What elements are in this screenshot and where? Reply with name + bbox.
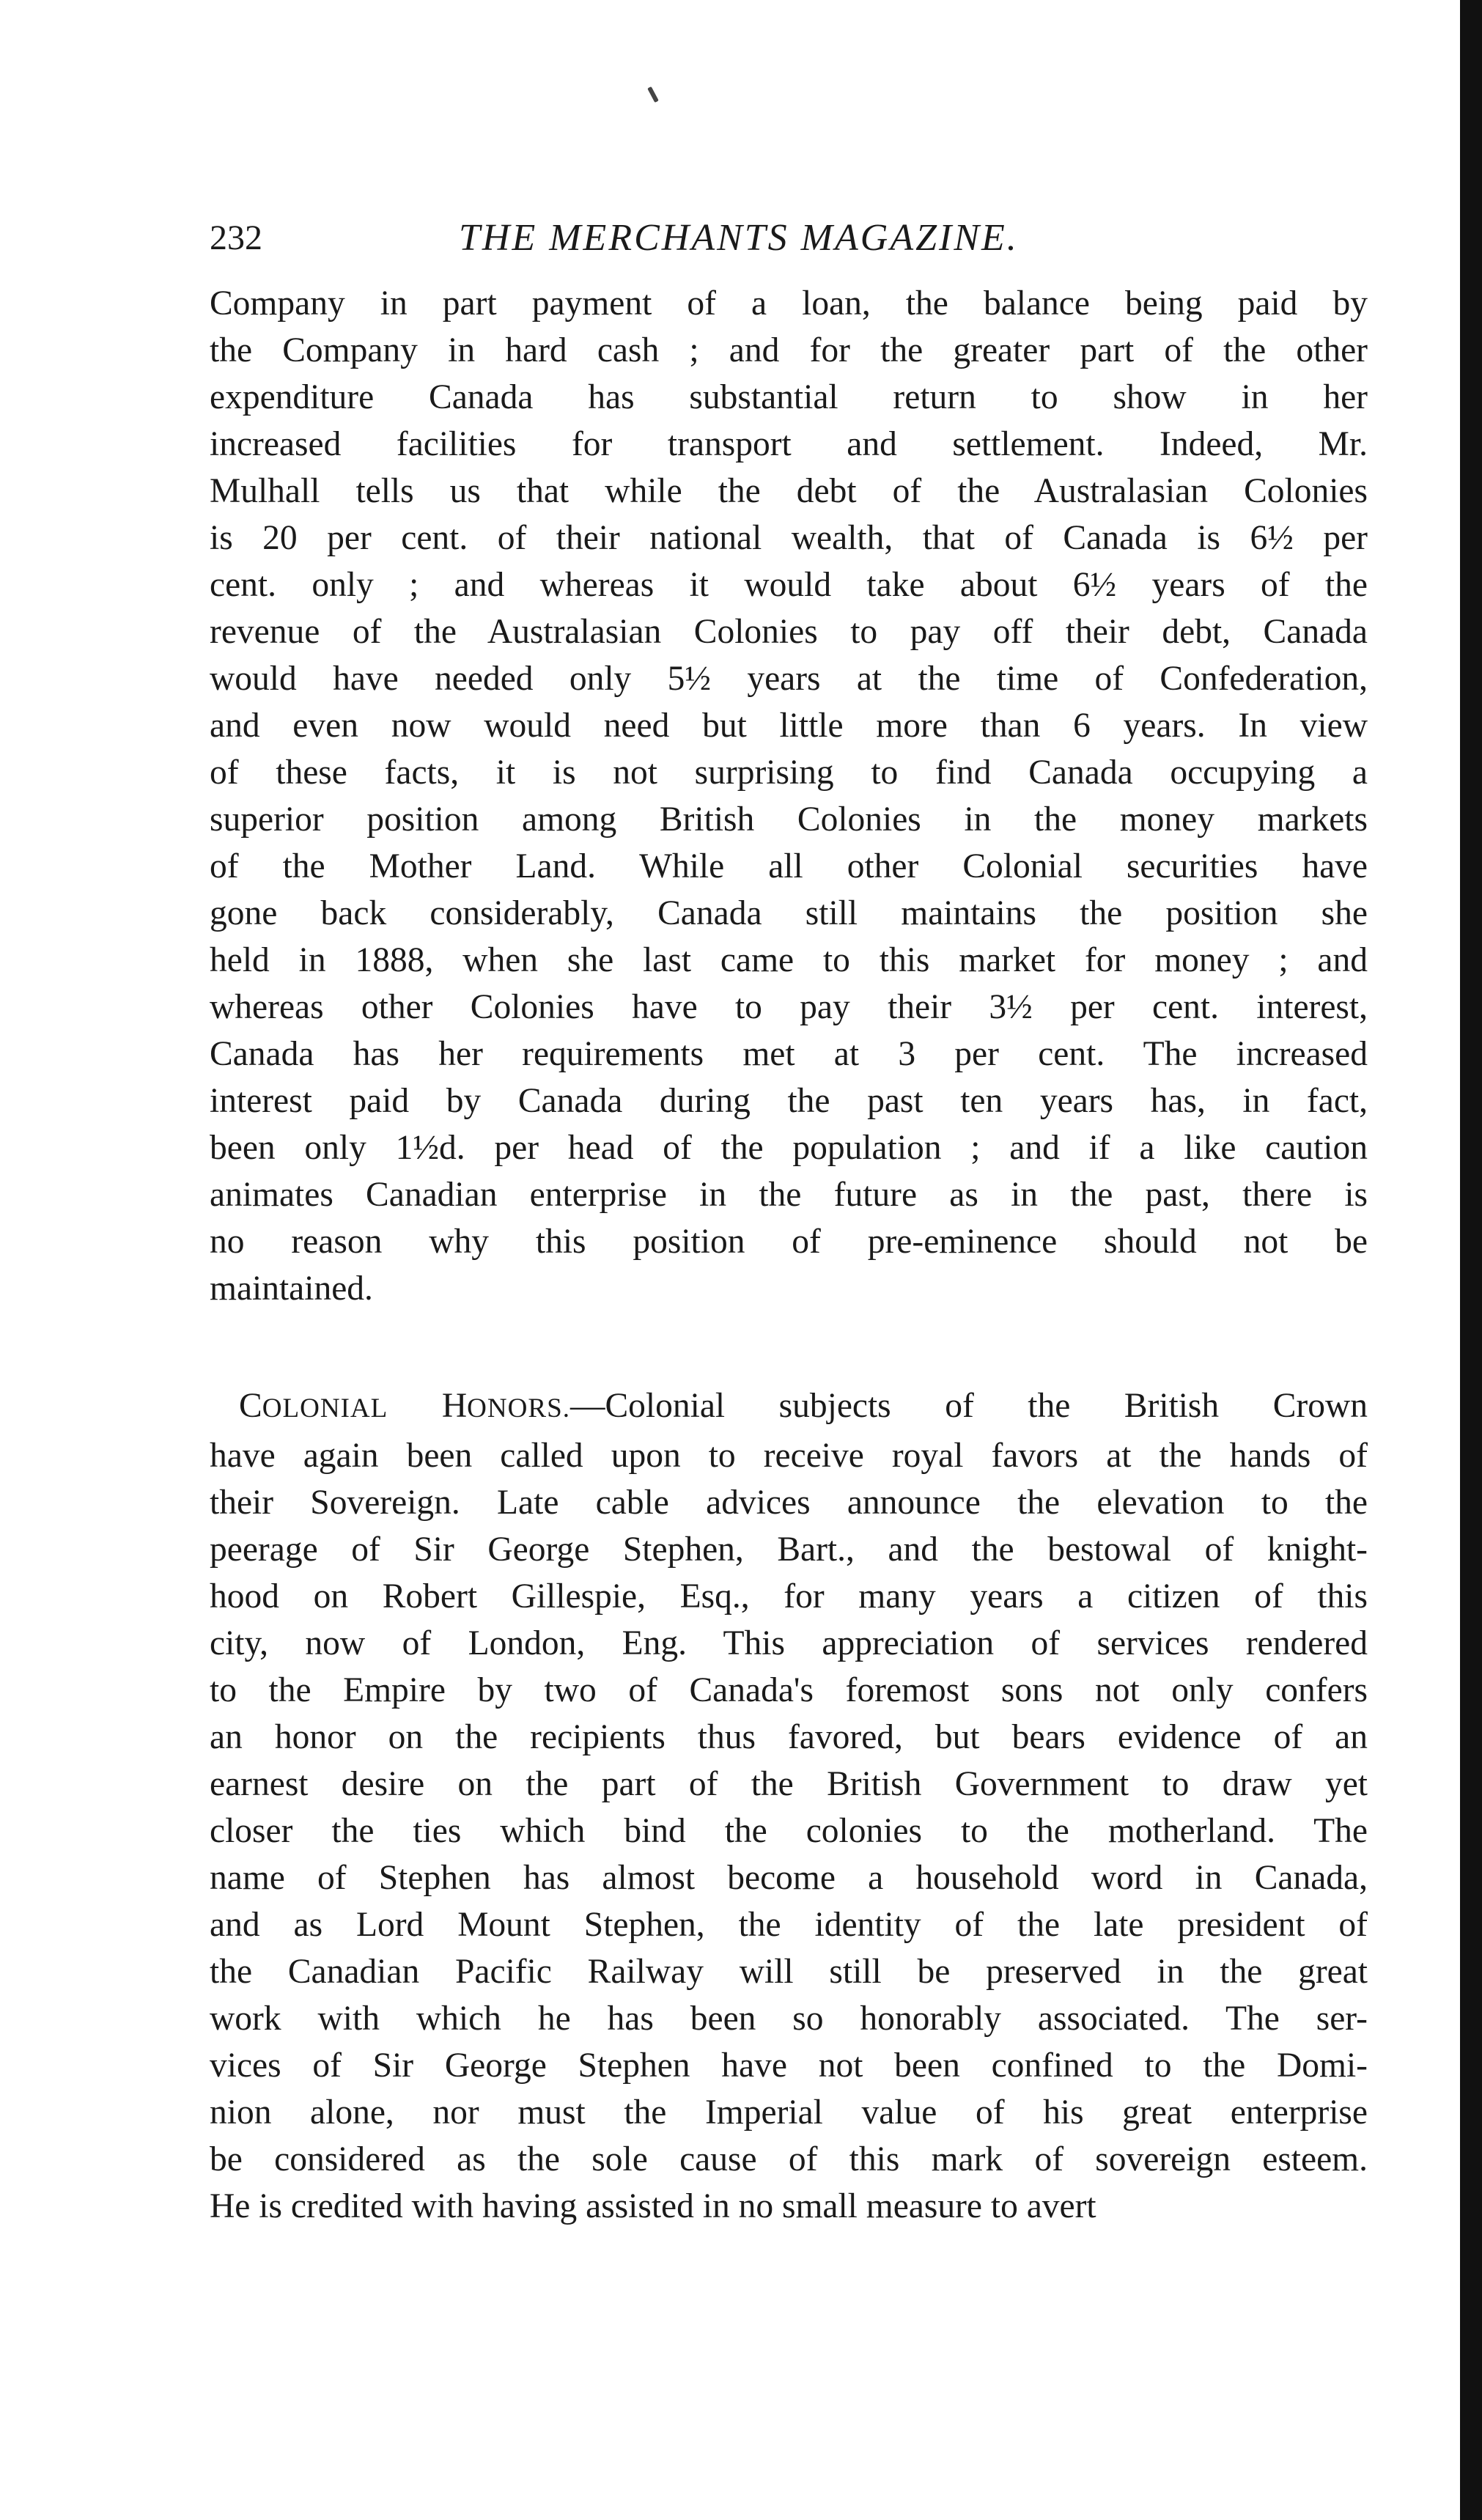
heading-initial-c: C — [239, 1387, 262, 1425]
text-line: maintained. — [210, 1270, 373, 1308]
running-title: THE MERCHANTS MAGAZINE. — [459, 217, 1019, 259]
text-line: expenditure Canada has substantial return to show in her — [210, 378, 1368, 416]
text-line: Canada has her requirements met at 3 per cent. The increased — [210, 1035, 1368, 1073]
text-line: have again been called upon to receive royal favors at the hands of — [210, 1437, 1368, 1475]
text-line: peerage of Sir George Stephen, Bart., and the bestowal of knight- — [210, 1530, 1368, 1569]
page-edge-shadow — [1460, 0, 1482, 2520]
text-run: —Colonial subjects of the British Crown — [570, 1387, 1368, 1425]
text-line: nion alone, nor must the Imperial value of his great enterprise — [210, 2093, 1368, 2132]
text-line: held in 1888, when she last came to this market for money ; and — [210, 941, 1368, 979]
ink-speck — [647, 86, 659, 103]
text-line: animates Canadian enterprise in the future as in the past, there is — [210, 1176, 1368, 1214]
text-line: no reason why this position of pre-eminence should not be — [210, 1223, 1368, 1261]
page-number: 232 — [210, 218, 262, 257]
text-line: hood on Robert Gillespie, Esq., for many years a citizen of this — [210, 1577, 1368, 1615]
text-line: whereas other Colonies have to pay their 3½ per cent. interest, — [210, 988, 1368, 1026]
heading-smallcaps-onors: ONORS. — [467, 1393, 570, 1423]
text-line: interest paid by Canada during the past ten years has, in fact, — [210, 1082, 1368, 1120]
text-line: the Canadian Pacific Railway will still be preserved in the great — [210, 1953, 1368, 1991]
text-line: vices of Sir George Stephen have not been confined to the Domi- — [210, 2046, 1368, 2085]
text-line: the Company in hard cash ; and for the greater part of the other — [210, 331, 1368, 369]
page-header — [210, 209, 1368, 268]
text-line: earnest desire on the part of the British Government to draw yet — [210, 1765, 1368, 1803]
text-line: Company in part payment of a loan, the balance being paid by — [210, 284, 1368, 323]
text-line: would have needed only 5½ years at the time of Confederation, — [210, 660, 1368, 698]
text-line: He is credited with having assisted in no small measure to avert — [210, 2187, 1096, 2225]
text-line: superior position among British Colonies in the money markets — [210, 800, 1368, 839]
text-line: closer the ties which bind the colonies to the motherland. The — [210, 1812, 1368, 1850]
heading-smallcaps-olonial: OLONIAL — [262, 1393, 388, 1423]
text-line: revenue of the Australasian Colonies to pay off their debt, Canada — [210, 613, 1368, 651]
heading-initial-h: H — [441, 1387, 468, 1425]
paragraph-gap — [210, 1312, 1368, 1382]
text-line: of these facts, it is not surprising to find Canada occupying a — [210, 754, 1368, 792]
paragraph-canada-credit — [210, 280, 1368, 1312]
text-line: to the Empire by two of Canada's foremost sons not only confers — [210, 1671, 1368, 1709]
text-line: and as Lord Mount Stephen, the identity of the late president of — [210, 1906, 1368, 1944]
text-line: been only 1½d. per head of the population ; and if a like caution — [210, 1129, 1368, 1167]
text-line: cent. only ; and whereas it would take about 6½ years of the — [210, 566, 1368, 604]
text-line: an honor on the recipients thus favored, but bears evidence of an — [210, 1718, 1368, 1756]
text-line: name of Stephen has almost become a household word in Canada, — [210, 1859, 1368, 1897]
text-line: of the Mother Land. While all other Colonial securities have — [210, 847, 1368, 885]
text-line: and even now would need but little more than 6 years. In view — [210, 707, 1368, 745]
text-line: their Sovereign. Late cable advices announce the elevation to the — [210, 1484, 1368, 1522]
text-line: work with which he has been so honorably associated. The ser- — [210, 2000, 1368, 2038]
text-line: be considered as the sole cause of this mark of sovereign esteem. — [210, 2140, 1368, 2178]
text-line: city, now of London, Eng. This appreciation of services rendered — [210, 1624, 1368, 1662]
article-body — [210, 280, 1368, 2230]
paragraph-colonial-honors — [210, 1382, 1368, 2230]
text-line: gone back considerably, Canada still maintains the position she — [210, 894, 1368, 932]
text-line: increased facilities for transport and settlement. Indeed, Mr. — [210, 425, 1368, 463]
text-line: is 20 per cent. of their national wealth, that of Canada is 6½ per — [210, 519, 1368, 557]
section-heading-line — [210, 1382, 1368, 1432]
text-line: Mulhall tells us that while the debt of the Australasian Colonies — [210, 472, 1368, 510]
